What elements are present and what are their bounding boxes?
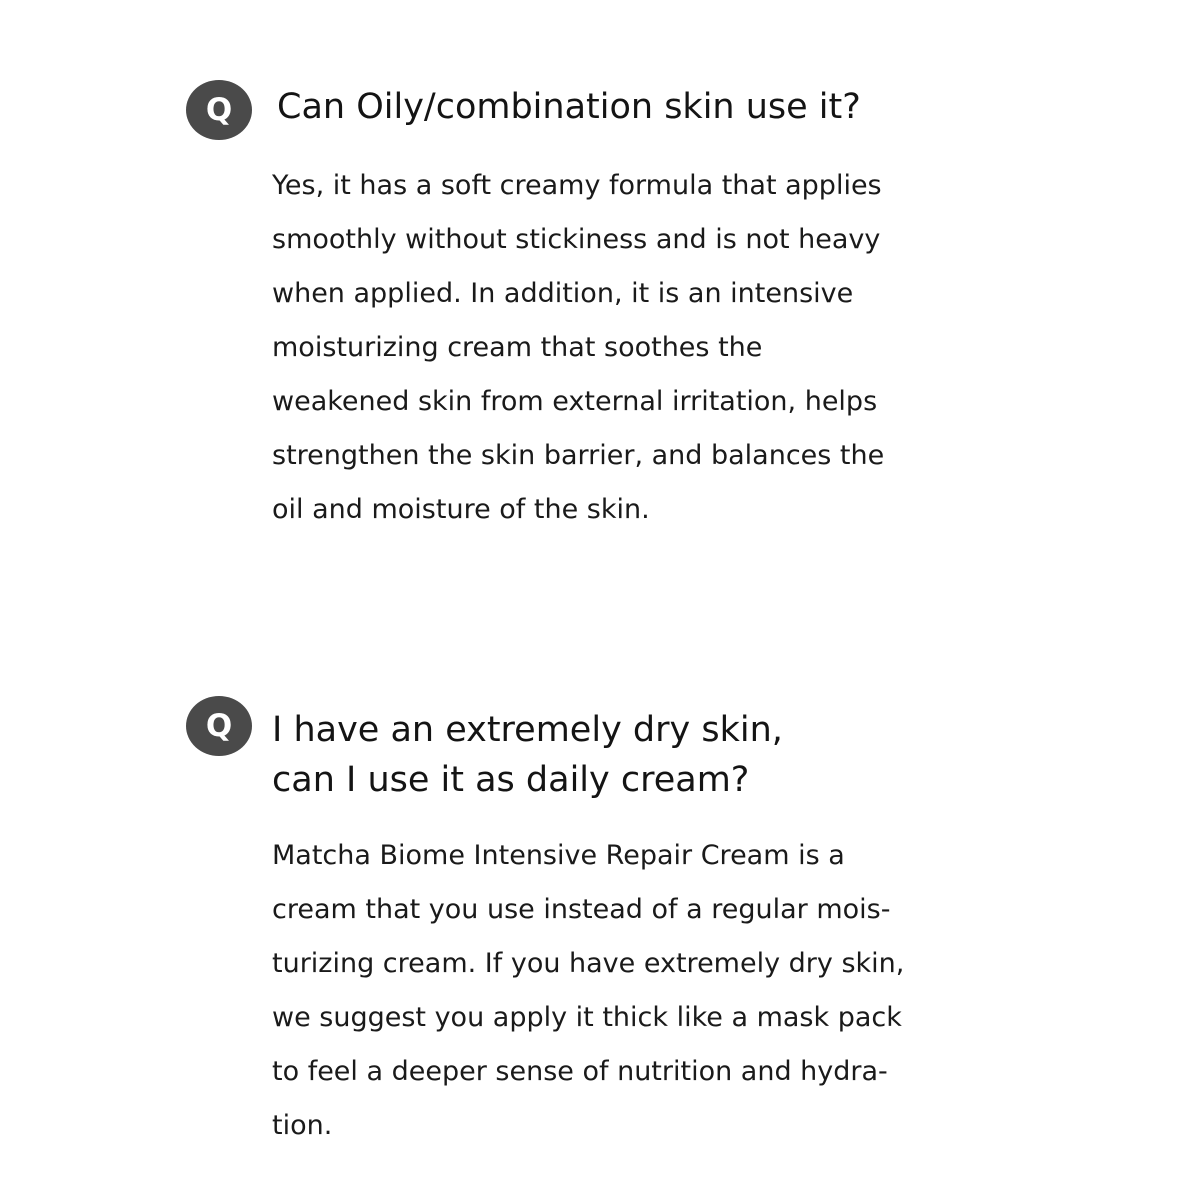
answer-text — [272, 829, 904, 1153]
answer-text — [272, 159, 884, 537]
answer-line: moisturizing cream that soothes the — [272, 332, 763, 363]
question-line: can I use it as daily cream? — [272, 760, 750, 800]
question-heading — [277, 82, 861, 132]
question-line: Can Oily/combination skin use it? — [277, 87, 861, 127]
answer-line: we suggest you apply it thick like a mask pack — [272, 1002, 902, 1033]
answer-line: strengthen the skin barrier, and balances the — [272, 440, 885, 471]
answer-line: to feel a deeper sense of nutrition and hydra- — [272, 1056, 888, 1087]
answer-line: smoothly without stickiness and is not heavy — [272, 224, 881, 255]
answer-line: turizing cream. If you have extremely dry skin, — [272, 948, 905, 979]
answer-line: weakened skin from external irritation, helps — [272, 386, 878, 417]
answer-line: Matcha Biome Intensive Repair Cream is a — [272, 840, 845, 871]
question-badge: Q — [186, 696, 252, 756]
answer-line: when applied. In addition, it is an intensive — [272, 278, 854, 309]
answer-line: cream that you use instead of a regular mois- — [272, 894, 891, 925]
answer-line: Yes, it has a soft creamy formula that applies — [272, 170, 882, 201]
question-line: I have an extremely dry skin, — [272, 710, 783, 750]
answer-line: oil and moisture of the skin. — [272, 494, 650, 525]
question-heading — [272, 705, 783, 805]
answer-line: tion. — [272, 1110, 333, 1141]
question-badge: Q — [186, 80, 252, 140]
